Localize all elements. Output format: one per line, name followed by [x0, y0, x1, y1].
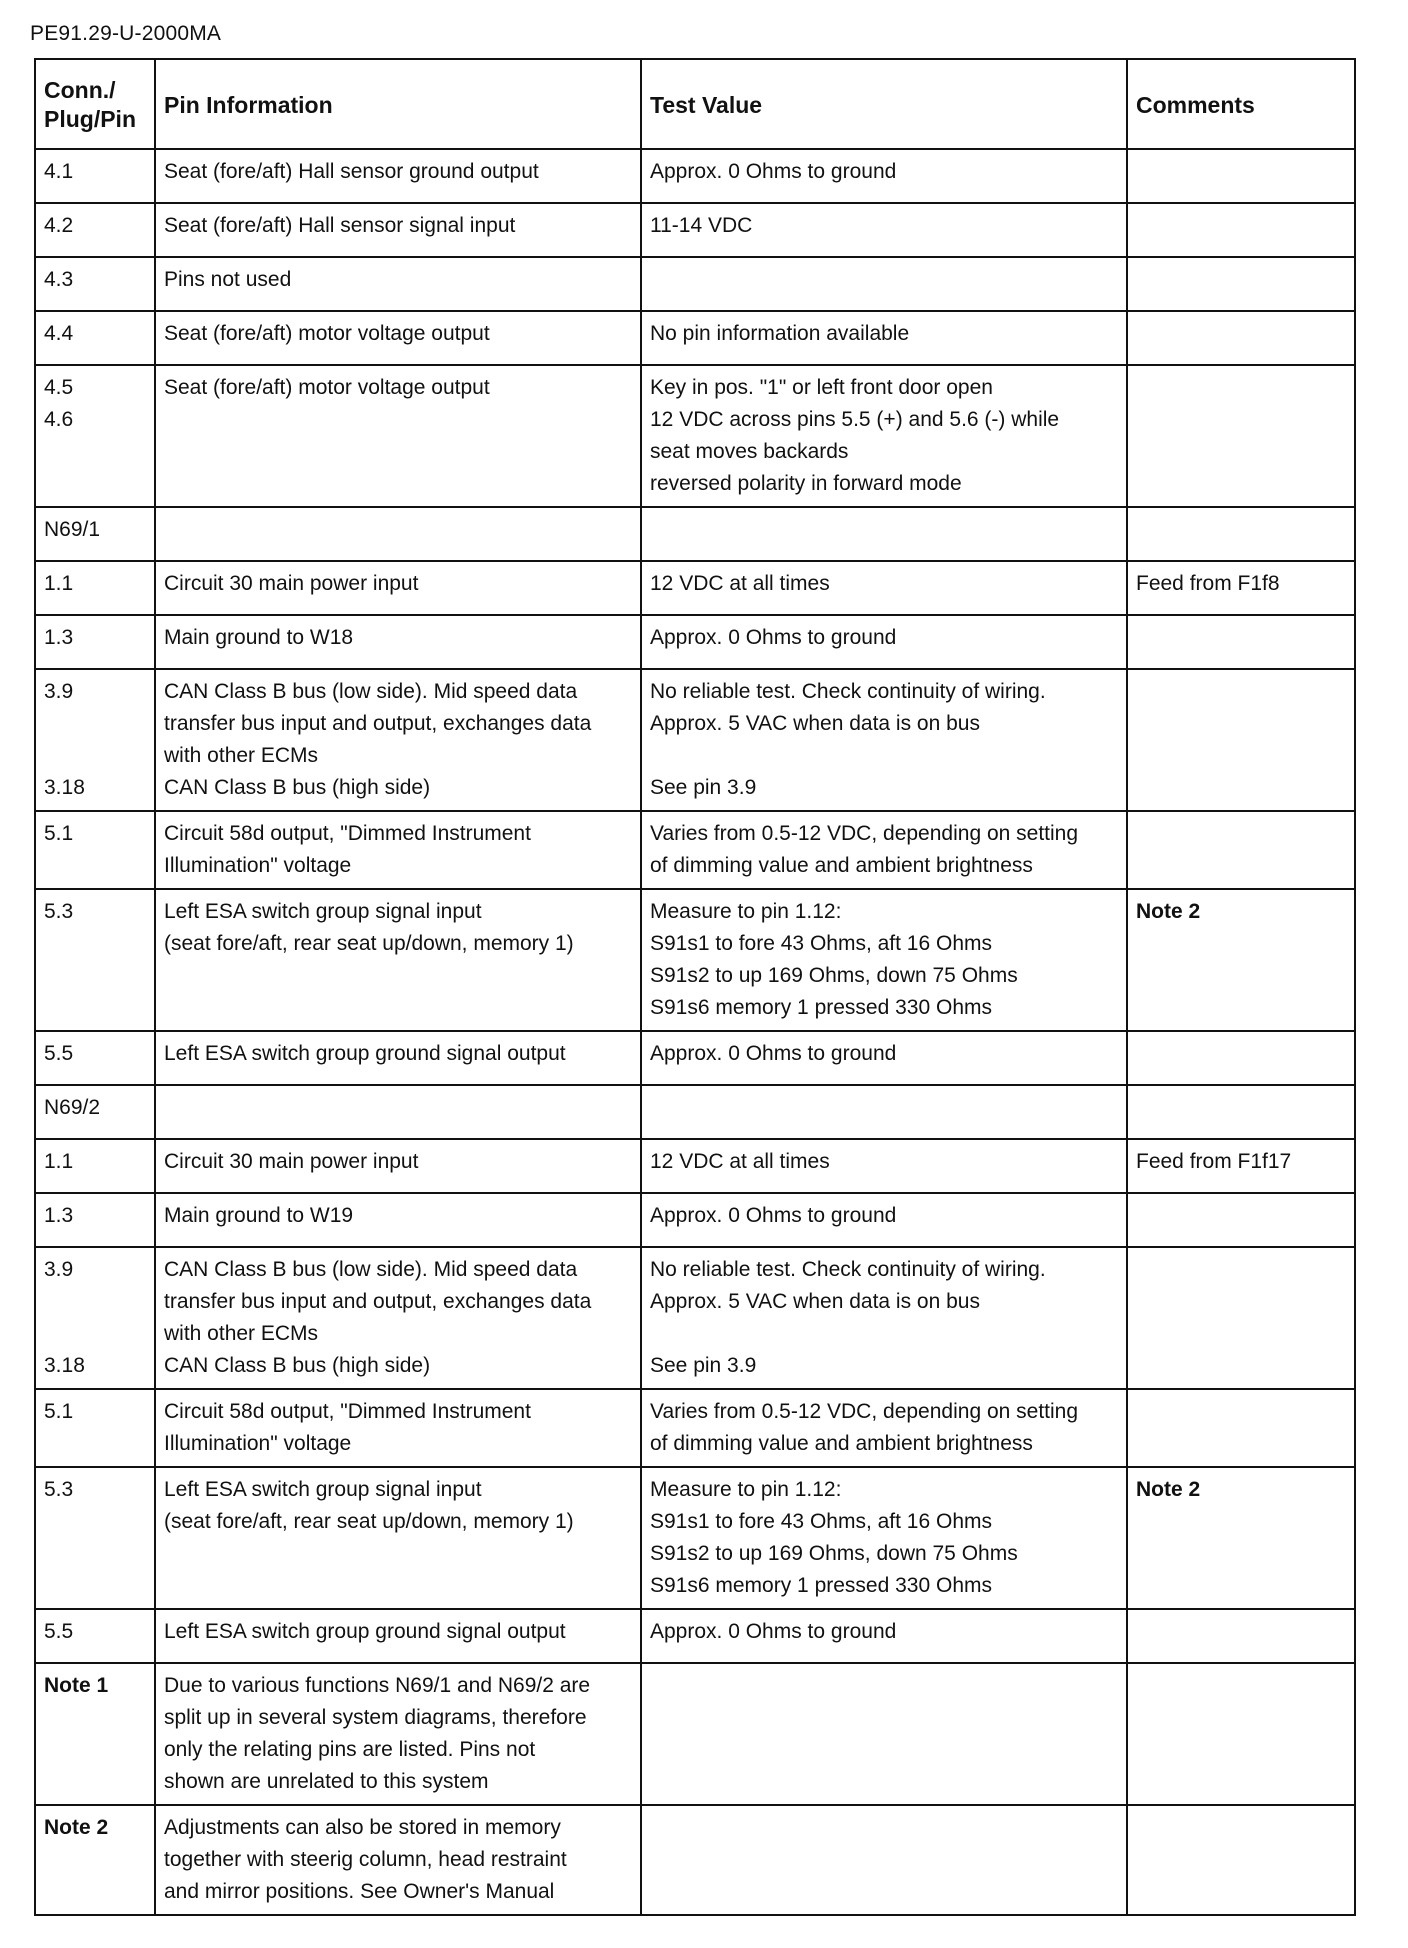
table-row: [35, 1085, 1355, 1139]
test-value-line: S91s1 to fore 43 Ohms, aft 16 Ohms: [650, 932, 992, 955]
pin-info-cell: [155, 669, 641, 811]
pin-line: 3.9: [44, 1258, 74, 1281]
pin-line: 5.3: [44, 1478, 74, 1501]
pin-info-cell: [155, 1663, 641, 1805]
table-row: [35, 257, 1355, 311]
pin-line: 4.6: [44, 408, 74, 431]
pin-info-cell: [155, 615, 641, 669]
comments-cell: [1127, 1389, 1355, 1467]
pin-info-cell: [155, 1467, 641, 1609]
comments-line: Feed from F1f8: [1136, 572, 1280, 595]
test-value-line: No reliable test. Check continuity of wiring.: [650, 1258, 1046, 1281]
pin-info-line: Illumination" voltage: [164, 1432, 352, 1455]
header-info: Pin Information: [155, 59, 641, 149]
table-row: [35, 1247, 1355, 1389]
test-value-cell: [641, 1663, 1127, 1805]
pin-info-cell: [155, 889, 641, 1031]
test-value-line: 12 VDC at all times: [650, 1150, 830, 1173]
test-value-line: Approx. 0 Ohms to ground: [650, 1042, 897, 1065]
pin-cell: [35, 1805, 155, 1915]
test-value-line: See pin 3.9: [650, 1354, 757, 1377]
pin-cell: [35, 1467, 155, 1609]
comments-cell: [1127, 1031, 1355, 1085]
pin-line: 3.18: [44, 1354, 85, 1377]
comments-cell: [1127, 561, 1355, 615]
comments-cell: [1127, 311, 1355, 365]
test-value-cell: [641, 257, 1127, 311]
test-value-cell: [641, 507, 1127, 561]
table-row: [35, 1139, 1355, 1193]
header-row: [35, 59, 1355, 149]
pin-info-line: Adjustments can also be stored in memory: [164, 1816, 561, 1839]
test-value-cell: [641, 615, 1127, 669]
table-row: [35, 1467, 1355, 1609]
test-value-cell: [641, 1247, 1127, 1389]
pin-info-line: Main ground to W18: [164, 626, 354, 649]
pin-line: 4.1: [44, 160, 74, 183]
pin-info-line: Left ESA switch group ground signal output: [164, 1620, 566, 1643]
pin-line: [44, 1286, 146, 1318]
test-value-cell: [641, 365, 1127, 507]
test-value-line: Approx. 5 VAC when data is on bus: [650, 712, 980, 735]
pin-cell: [35, 1609, 155, 1663]
pin-line: 3.9: [44, 680, 74, 703]
pin-cell: [35, 1193, 155, 1247]
comments-cell: [1127, 1467, 1355, 1609]
test-value-cell: [641, 889, 1127, 1031]
pin-info-line: Left ESA switch group signal input: [164, 1478, 482, 1501]
pin-line: 4.3: [44, 268, 74, 291]
test-value-cell: [641, 311, 1127, 365]
test-value-line: Varies from 0.5-12 VDC, depending on setting: [650, 822, 1079, 845]
pin-info-cell: [155, 1609, 641, 1663]
pin-info-cell: [155, 507, 641, 561]
test-value-line: 12 VDC at all times: [650, 572, 830, 595]
test-value-line: S91s2 to up 169 Ohms, down 75 Ohms: [650, 964, 1018, 987]
pin-info-line: transfer bus input and output, exchanges data: [164, 712, 592, 735]
test-value-cell: [641, 1609, 1127, 1663]
pin-info-cell: [155, 149, 641, 203]
table-body: [35, 149, 1355, 1915]
comments-line: Note 2: [1136, 900, 1201, 923]
comments-cell: [1127, 257, 1355, 311]
pin-line: 5.5: [44, 1620, 74, 1643]
pin-info-cell: [155, 1805, 641, 1915]
table-row: [35, 669, 1355, 811]
header-pin-line: Plug/Pin: [44, 106, 136, 132]
comments-line: Note 2: [1136, 1478, 1201, 1501]
pin-info-line: CAN Class B bus (low side). Mid speed data: [164, 680, 578, 703]
pin-line: 4.4: [44, 322, 74, 345]
comments-cell: [1127, 1663, 1355, 1805]
test-value-cell: [641, 1389, 1127, 1467]
test-value-line: No pin information available: [650, 322, 910, 345]
pin-info-cell: [155, 203, 641, 257]
pin-line: 5.3: [44, 900, 74, 923]
pin-line: 5.1: [44, 1400, 74, 1423]
pin-line: 1.1: [44, 1150, 74, 1173]
test-value-line: Varies from 0.5-12 VDC, depending on setting: [650, 1400, 1079, 1423]
test-value-line: seat moves backards: [650, 440, 849, 463]
comments-cell: [1127, 1193, 1355, 1247]
test-value-cell: [641, 1467, 1127, 1609]
comments-cell: [1127, 1085, 1355, 1139]
pin-info-line: CAN Class B bus (low side). Mid speed data: [164, 1258, 578, 1281]
pin-line: 4.5: [44, 376, 74, 399]
table-row: [35, 149, 1355, 203]
test-value-line: No reliable test. Check continuity of wiring.: [650, 680, 1046, 703]
pin-info-line: Main ground to W19: [164, 1204, 354, 1227]
pin-cell: [35, 257, 155, 311]
pin-cell: [35, 507, 155, 561]
table-row: [35, 889, 1355, 1031]
pin-info-line: together with steerig column, head restraint: [164, 1848, 567, 1871]
test-value-line: reversed polarity in forward mode: [650, 472, 962, 495]
pin-info-cell: [155, 1389, 641, 1467]
test-value-line: S91s6 memory 1 pressed 330 Ohms: [650, 1574, 992, 1597]
pin-info-cell: [155, 1193, 641, 1247]
test-value-cell: [641, 203, 1127, 257]
test-value-line: of dimming value and ambient brightness: [650, 854, 1033, 877]
test-value-line: [650, 740, 1118, 772]
table-row: [35, 1193, 1355, 1247]
pin-info-line: Circuit 58d output, "Dimmed Instrument: [164, 822, 531, 845]
table-row: [35, 365, 1355, 507]
header-pin-line: Conn./: [44, 77, 116, 103]
pin-info-line: (seat fore/aft, rear seat up/down, memory 1): [164, 1510, 574, 1533]
table-row: [35, 1805, 1355, 1915]
pin-info-line: split up in several system diagrams, therefore: [164, 1706, 587, 1729]
pin-info-cell: [155, 257, 641, 311]
comments-cell: [1127, 507, 1355, 561]
pin-info-line: only the relating pins are listed. Pins not: [164, 1738, 536, 1761]
test-value-line: 11-14 VDC: [650, 214, 753, 237]
test-value-line: 12 VDC across pins 5.5 (+) and 5.6 (-) while: [650, 408, 1060, 431]
pin-info-line: Due to various functions N69/1 and N69/2 are: [164, 1674, 591, 1697]
test-value-line: Approx. 0 Ohms to ground: [650, 1620, 897, 1643]
test-value-cell: [641, 1085, 1127, 1139]
test-value-line: Key in pos. "1" or left front door open: [650, 376, 993, 399]
table-row: [35, 1609, 1355, 1663]
table-row: [35, 811, 1355, 889]
pin-info-line: Circuit 30 main power input: [164, 572, 419, 595]
test-value-line: S91s2 to up 169 Ohms, down 75 Ohms: [650, 1542, 1018, 1565]
pin-info-line: and mirror positions. See Owner's Manual: [164, 1880, 555, 1903]
pin-line: Note 1: [44, 1674, 109, 1697]
comments-cell: [1127, 811, 1355, 889]
pin-info-cell: [155, 1247, 641, 1389]
header-comments: Comments: [1127, 59, 1355, 149]
pin-cell: [35, 1247, 155, 1389]
test-value-cell: [641, 1139, 1127, 1193]
pin-cell: [35, 811, 155, 889]
pin-cell: [35, 561, 155, 615]
comments-cell: [1127, 1609, 1355, 1663]
table-row: [35, 1663, 1355, 1805]
pin-line: 1.3: [44, 626, 74, 649]
test-value-line: Approx. 0 Ohms to ground: [650, 626, 897, 649]
pin-info-line: Pins not used: [164, 268, 292, 291]
table-row: [35, 311, 1355, 365]
document-code: PE91.29-U-2000MA: [30, 22, 222, 45]
pin-cell: [35, 1139, 155, 1193]
pin-info-line: CAN Class B bus (high side): [164, 1354, 431, 1377]
comments-cell: [1127, 365, 1355, 507]
test-value-line: Approx. 5 VAC when data is on bus: [650, 1290, 980, 1313]
pin-cell: [35, 1389, 155, 1467]
test-value-line: Measure to pin 1.12:: [650, 900, 842, 923]
pin-info-cell: [155, 1085, 641, 1139]
pin-line: N69/1: [44, 518, 101, 541]
pin-info-line: Seat (fore/aft) Hall sensor signal input: [164, 214, 516, 237]
pin-line: 3.18: [44, 776, 85, 799]
test-value-cell: [641, 669, 1127, 811]
comments-cell: [1127, 889, 1355, 1031]
comments-cell: [1127, 669, 1355, 811]
pin-line: 1.3: [44, 1204, 74, 1227]
pin-cell: [35, 889, 155, 1031]
test-value-line: Approx. 0 Ohms to ground: [650, 1204, 897, 1227]
table-row: [35, 1389, 1355, 1467]
pin-info-line: with other ECMs: [164, 1322, 319, 1345]
pin-cell: [35, 615, 155, 669]
test-value-line: of dimming value and ambient brightness: [650, 1432, 1033, 1455]
test-value-line: [650, 1318, 1118, 1350]
pin-info-line: shown are unrelated to this system: [164, 1770, 489, 1793]
pin-line: 5.5: [44, 1042, 74, 1065]
pin-cell: [35, 203, 155, 257]
pin-info-line: Illumination" voltage: [164, 854, 352, 877]
pin-info-cell: [155, 561, 641, 615]
pin-info-line: Seat (fore/aft) motor voltage output: [164, 376, 490, 399]
pin-line: [44, 740, 146, 772]
table-row: [35, 1031, 1355, 1085]
test-value-cell: [641, 1193, 1127, 1247]
test-value-line: Approx. 0 Ohms to ground: [650, 160, 897, 183]
pin-info-line: CAN Class B bus (high side): [164, 776, 431, 799]
pin-cell: [35, 1085, 155, 1139]
pin-cell: [35, 365, 155, 507]
header-test: Test Value: [641, 59, 1127, 149]
test-value-line: See pin 3.9: [650, 776, 757, 799]
pin-info-cell: [155, 365, 641, 507]
test-value-cell: [641, 561, 1127, 615]
pin-info-line: Circuit 58d output, "Dimmed Instrument: [164, 1400, 531, 1423]
table-row: [35, 615, 1355, 669]
pin-cell: [35, 669, 155, 811]
table-row: [35, 203, 1355, 257]
pin-cell: [35, 1663, 155, 1805]
comments-cell: [1127, 203, 1355, 257]
pin-cell: [35, 311, 155, 365]
pin-info-cell: [155, 1139, 641, 1193]
pin-info-line: Seat (fore/aft) Hall sensor ground output: [164, 160, 539, 183]
pin-info-line: Left ESA switch group signal input: [164, 900, 482, 923]
comments-cell: [1127, 1247, 1355, 1389]
comments-line: Feed from F1f17: [1136, 1150, 1292, 1173]
header-pin: [35, 59, 155, 149]
pin-line: Note 2: [44, 1816, 109, 1839]
pin-line: 5.1: [44, 822, 74, 845]
pin-cell: [35, 149, 155, 203]
pin-table: [34, 58, 1356, 1916]
pin-line: N69/2: [44, 1096, 101, 1119]
table-row: [35, 561, 1355, 615]
pin-info-line: with other ECMs: [164, 744, 319, 767]
comments-cell: [1127, 615, 1355, 669]
comments-cell: [1127, 149, 1355, 203]
pin-info-cell: [155, 311, 641, 365]
pin-line: [44, 1318, 146, 1350]
test-value-line: S91s1 to fore 43 Ohms, aft 16 Ohms: [650, 1510, 992, 1533]
test-value-cell: [641, 811, 1127, 889]
pin-info-line: Seat (fore/aft) motor voltage output: [164, 322, 490, 345]
test-value-cell: [641, 1805, 1127, 1915]
pin-line: 4.2: [44, 214, 74, 237]
pin-info-line: Left ESA switch group ground signal output: [164, 1042, 566, 1065]
test-value-cell: [641, 149, 1127, 203]
pin-line: 1.1: [44, 572, 74, 595]
comments-cell: [1127, 1805, 1355, 1915]
pin-info-line: Circuit 30 main power input: [164, 1150, 419, 1173]
test-value-line: S91s6 memory 1 pressed 330 Ohms: [650, 996, 992, 1019]
pin-line: [44, 708, 146, 740]
comments-cell: [1127, 1139, 1355, 1193]
pin-cell: [35, 1031, 155, 1085]
pin-info-line: transfer bus input and output, exchanges data: [164, 1290, 592, 1313]
pin-info-line: (seat fore/aft, rear seat up/down, memory 1): [164, 932, 574, 955]
table-row: [35, 507, 1355, 561]
test-value-line: Measure to pin 1.12:: [650, 1478, 842, 1501]
pin-info-cell: [155, 1031, 641, 1085]
pin-info-cell: [155, 811, 641, 889]
test-value-cell: [641, 1031, 1127, 1085]
